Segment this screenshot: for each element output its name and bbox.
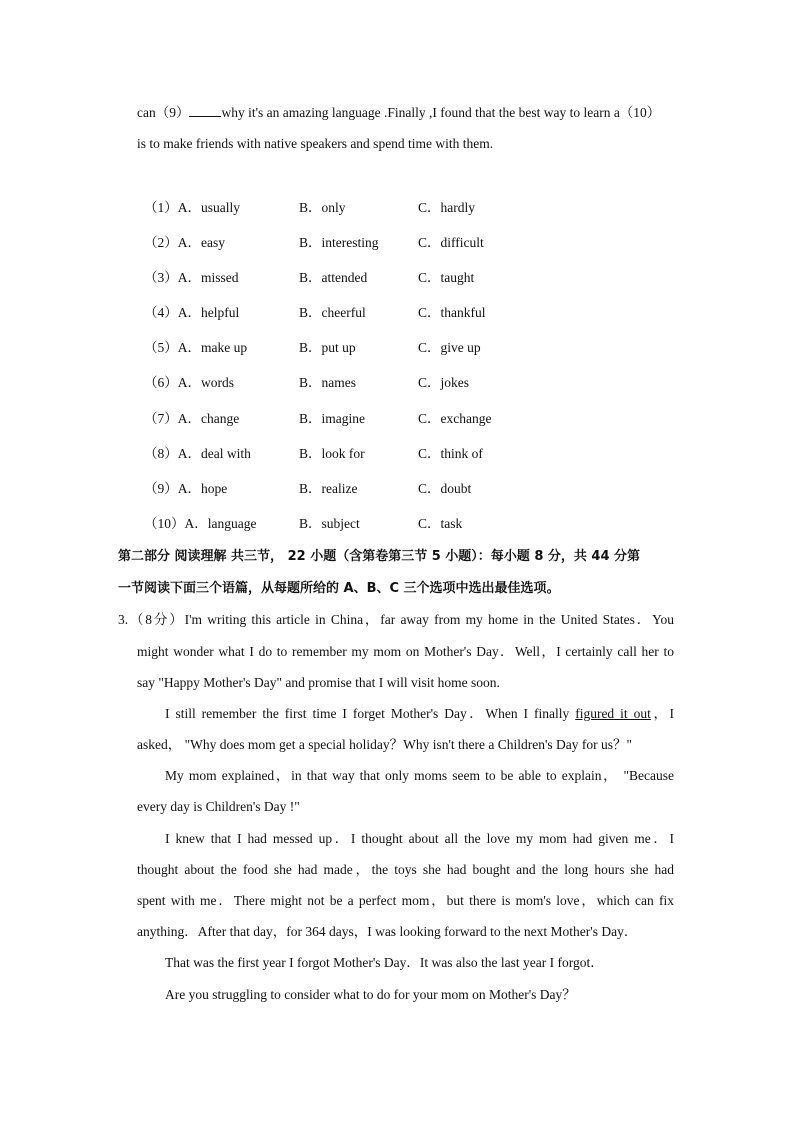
option-a: （2）A．easy — [144, 235, 225, 250]
option-c: C．give up — [418, 340, 481, 355]
option-a: （9）A．hope — [144, 481, 228, 496]
option-a: （6）A．words — [144, 375, 234, 390]
passage-line — [137, 643, 674, 661]
passage-line: every day is Children's Day !" — [137, 799, 300, 814]
section-heading-line-1: 第二部分 阅读理解 共三节， 22 小题（含第卷第三节 5 小题）：每小题 8 分，共 44 分第 — [118, 549, 641, 564]
passage-line: That was the first year I forgot Mother's Day．It was also the last year I forgot． — [165, 955, 604, 970]
intro-line-2: is to make friends with native speakers and spend time with them. — [137, 136, 494, 151]
option-b: B．subject — [299, 516, 360, 531]
option-b: B．cheerful — [299, 305, 366, 320]
passage-text — [165, 705, 674, 723]
option-b: B．interesting — [299, 235, 379, 250]
option-c: C．hardly — [418, 200, 475, 215]
option-c: C．doubt — [418, 481, 472, 496]
option-c: C．taught — [418, 270, 475, 285]
intro-text: can（9） — [137, 105, 190, 120]
passage-line — [165, 830, 674, 848]
option-a: （7）A．change — [144, 411, 240, 426]
passage-text: thought about the food she had made，the toys she had bought and the long hours she had — [137, 862, 674, 877]
intro-text: why it's an amazing language .Finally ,I found that the best way to learn a（10） — [221, 105, 661, 120]
option-a: （3）A．missed — [144, 270, 239, 285]
intro-line-1 — [137, 104, 660, 122]
passage-line — [165, 705, 674, 723]
option-c: C．task — [418, 516, 463, 531]
passage-text-part: ，I — [650, 706, 675, 721]
passage-text: 3.（8分）I'm writing this article in China，far away from my home in the United States．You — [118, 612, 674, 627]
option-b: B．put up — [299, 340, 356, 355]
passage-line — [137, 892, 674, 910]
option-a: （4）A．helpful — [144, 305, 240, 320]
passage-line: anything．After that day，for 364 days，I was looking forward to the next Mother's Day． — [137, 924, 638, 939]
option-c: C．difficult — [418, 235, 484, 250]
option-b: B．names — [299, 375, 356, 390]
passage-text: spent with me．There might not be a perfect mom，but there is mom's love，which can fix — [137, 893, 674, 908]
option-b: B．realize — [299, 481, 358, 496]
underlined-phrase: figured it out — [575, 706, 651, 721]
option-b: B．attended — [299, 270, 368, 285]
option-a: （8）A．deal with — [144, 446, 251, 461]
option-c: C．jokes — [418, 375, 470, 390]
passage-line — [137, 861, 674, 879]
option-a: （10）A．language — [144, 516, 257, 531]
option-b: B．look for — [299, 446, 365, 461]
option-a: （5）A．make up — [144, 340, 248, 355]
passage-line: Are you struggling to consider what to do for your mom on Mother's Day？ — [165, 987, 576, 1002]
section-heading-line-2: 一节阅读下面三个语篇，从每题所给的 A、B、C 三个选项中选出最佳选项。 — [118, 581, 560, 596]
passage-text: might wonder what I do to remember my mom on Mother's Day．Well，I certainly call her to — [137, 644, 674, 659]
option-c: C．think of — [418, 446, 483, 461]
passage-line: asked， "Why does mom get a special holiday？Why isn't there a Children's Day for us？" — [137, 737, 633, 752]
passage-line: say "Happy Mother's Day" and promise that I will visit home soon. — [137, 675, 500, 690]
passage-text: My mom explained，in that way that only moms seem to be able to explain， "Because — [165, 768, 674, 783]
option-a: （1）A．usually — [144, 200, 240, 215]
passage-text: I knew that I had messed up．I thought about all the love my mom had given me．I — [165, 831, 674, 846]
passage-line — [165, 767, 674, 785]
option-b: B．only — [299, 200, 346, 215]
answer-blank — [189, 104, 221, 117]
question-3-line-1 — [118, 611, 674, 629]
option-c: C．thankful — [418, 305, 486, 320]
passage-text-part: I still remember the first time I forget Mother's Day．When I finally — [165, 706, 570, 721]
option-b: B．imagine — [299, 411, 365, 426]
option-c: C．exchange — [418, 411, 492, 426]
